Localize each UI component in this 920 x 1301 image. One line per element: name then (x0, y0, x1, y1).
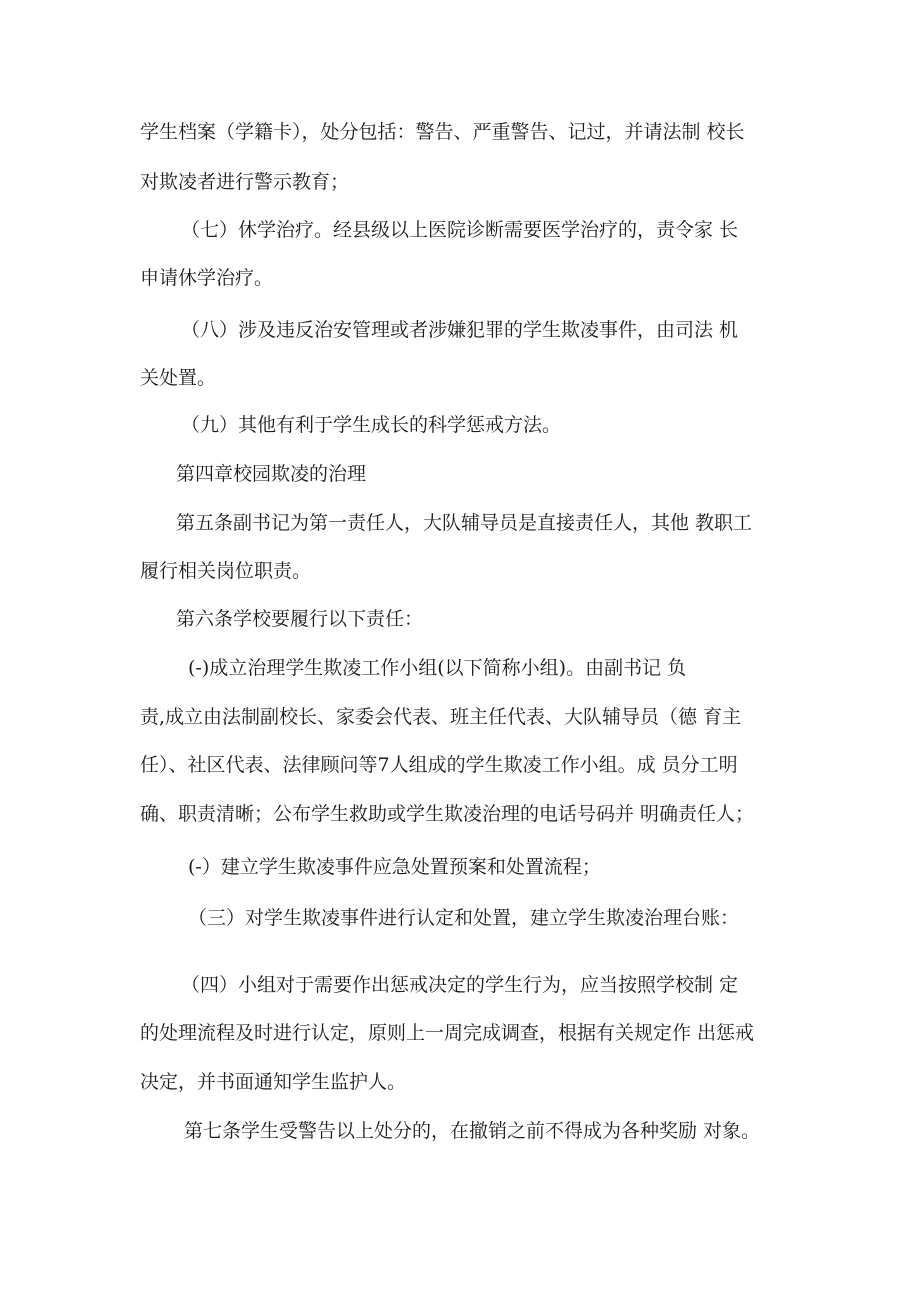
section-heading: 第四章校园欺凌的治理 (176, 463, 367, 485)
text-line: 决定，并书面通知学生监护人。 (140, 1071, 407, 1093)
text-line: 履行相关岗位职责。 (140, 560, 312, 582)
text-line: （四）小组对于需要作出惩戒决定的学生行为，应当按照学校制 定 (181, 974, 739, 996)
text-line: (-）建立学生欺凌事件应急处置预案和处置流程； (188, 856, 601, 878)
text-line: （七）休学治疗。经县级以上医院诊断需要医学治疗的，责令家 长 (181, 219, 739, 241)
text-line: 的处理流程及时进行认定，原则上一周完成调查，根据有关规定作 出惩戒 (140, 1022, 755, 1044)
text-line: （三）对学生欺凌事件进行认定和处置，建立学生欺凌治理台账： (188, 907, 740, 929)
text-line: (-)成立治理学生欺凌工作小组(以下简称小组)。由副书记 负 (188, 657, 687, 679)
text-line: 学生档案（学籍卡），处分包括：警告、严重警告、记过，并请法制 校长 (140, 121, 745, 143)
text-line: （九）其他有利于学生成长的科学惩戒方法。 (181, 414, 562, 436)
text-line: 对欺凌者进行警示教育； (140, 171, 350, 193)
text-line: （八）涉及违反治安管理或者涉嫌犯罪的学生欺凌事件，由司法 机 (181, 319, 739, 341)
text-line: 关处置。 (140, 367, 217, 389)
text-line: 任）、社区代表、法律顾问等7人组成的学生欺凌工作小组。成 员分工明 (140, 754, 738, 776)
text-line: 申请休学治疗。 (140, 267, 274, 289)
text-line: 确、职责清晰；公布学生救助或学生欺凌治理的电话号码并 明确责任人； (140, 803, 755, 825)
text-line: 第五条副书记为第一责任人，大队辅导员是直接责任人，其他 教职工 (176, 512, 753, 534)
text-line: 第六条学校要履行以下责任： (176, 608, 424, 630)
text-line: 第七条学生受警告以上处分的，在撤销之前不得成为各种奖励 对象。 (184, 1120, 761, 1142)
text-line: 责,成立由法制副校长、家委会代表、班主任代表、大队辅导员（德 育主 (140, 706, 742, 728)
